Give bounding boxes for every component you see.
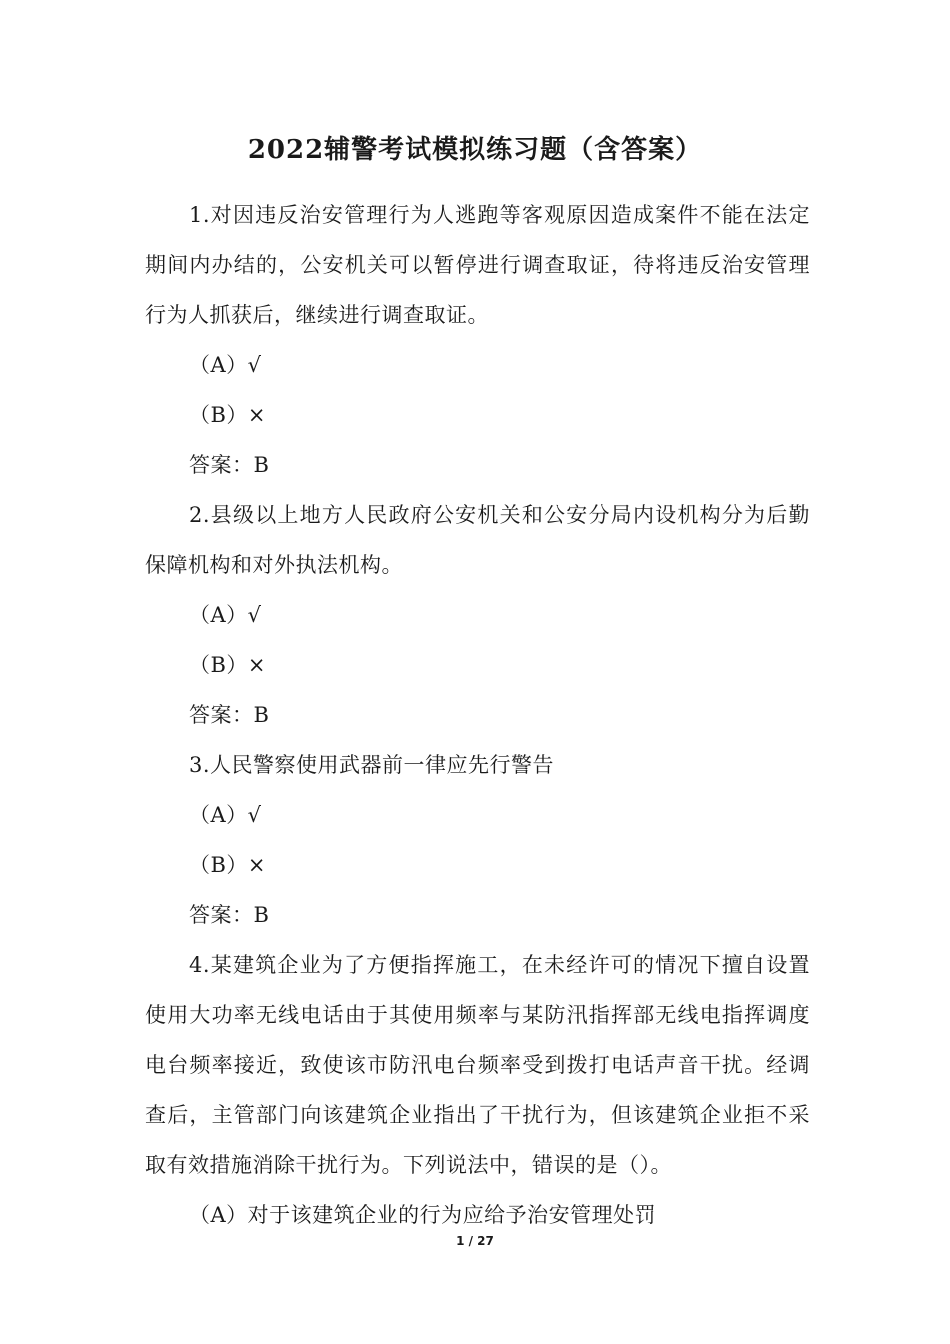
question-2-option-a: （A）√ [189,603,262,627]
question-3-stem: 3.人民警察使用武器前一律应先行警告 [189,753,555,777]
question-1-option-a: （A）√ [189,353,262,377]
question-3-answer: 答案：B [189,903,270,927]
question-1-option-b: （B）× [189,403,267,427]
document-body [145,190,810,1240]
question-1-answer: 答案：B [189,453,270,477]
question-1-stem: 1.对因违反治安管理行为人逃跑等客观原因造成案件不能在法定期间内办结的，公安机关可以暂停进行调查取证，待将违反治安管理行为人抓获后，继续进行调查取证。 [145,203,810,327]
question-2-stem: 2.县级以上地方人民政府公安机关和公安分局内设机构分为后勤保障机构和对外执法机构。 [145,503,810,577]
question-4-option-a: （A）对于该建筑企业的行为应给予治安管理处罚 [189,1203,657,1227]
page-number: 1 / 27 [456,1234,494,1248]
question-2-option-b: （B）× [189,653,267,677]
question-2-answer: 答案：B [189,703,270,727]
document-title: 2022辅警考试模拟练习题（含答案） [247,135,703,165]
question-3-option-a: （A）√ [189,803,262,827]
question-4-stem: 4.某建筑企业为了方便指挥施工，在未经许可的情况下擅自设置使用大功率无线电话由于其使用频率与某防汛指挥部无线电指挥调度电台频率接近，致使该市防汛电台频率受到拨打电话声音干扰。经调查后，主管部门向该建筑企业指出了干扰行为，但该建筑企业拒不采取有效措施消除干扰行为。下列说法中，错误的是（）。 [145,953,810,1177]
question-3-option-b: （B）× [189,853,267,877]
